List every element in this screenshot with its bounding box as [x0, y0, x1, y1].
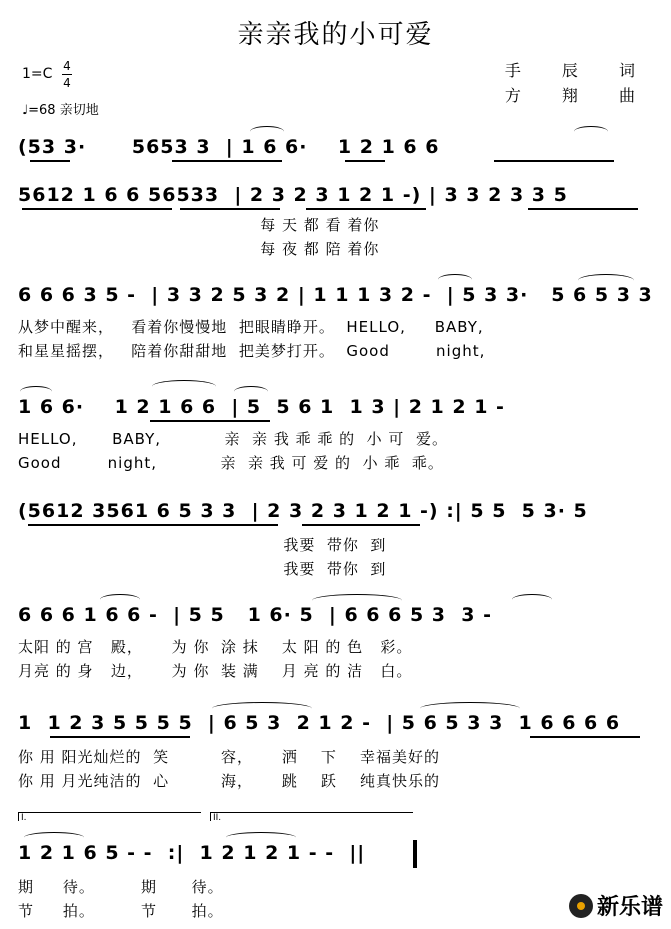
- lyrics-row-8-verse-2: 节 拍。 节 拍。: [18, 902, 224, 920]
- site-logo: [569, 890, 663, 921]
- slur: [226, 832, 296, 843]
- volta-1: I.: [18, 812, 201, 821]
- slur: [438, 274, 472, 285]
- lyrics-row-5-verse-2: 我要 带你 到: [18, 560, 387, 578]
- time-sig-bottom: 4: [63, 76, 71, 90]
- underline: [28, 524, 278, 526]
- underline: [22, 208, 172, 210]
- lyrics-row-7-verse-1: 你 用 阳光灿烂的 笑 容， 洒 下 幸福美好的: [18, 748, 440, 766]
- lyrics-row-5-verse-1: 我要 带你 到: [18, 536, 387, 554]
- underline: [306, 208, 426, 210]
- slur: [250, 126, 284, 137]
- slur: [512, 594, 552, 605]
- key-signature: 1=C: [22, 66, 53, 82]
- slur: [312, 594, 402, 607]
- slur: [574, 126, 608, 137]
- notation-row-3: 6 6 6 3 5 - | 3 3 2 5 3 2 | 1 1 1 3 2 - | 5 3 3· 5 6 5 3 3: [18, 284, 653, 306]
- lyrics-row-4-verse-1: HELLO, BABY, 亲 亲 我 乖 乖 的 小 可 爱。: [18, 430, 448, 448]
- lyrics-row-3-verse-2: 和星星摇摆， 陪着你甜甜地 把美梦打开。 Good night,: [18, 342, 486, 360]
- underline: [345, 160, 385, 162]
- underline: [180, 208, 280, 210]
- slur: [234, 386, 268, 397]
- underline: [30, 160, 70, 162]
- final-barline: [413, 840, 417, 868]
- notation-row-5: (5612 3561 6 5 3 3 | 2 3 2 3 1 2 1 -) :| 5 5 5 3· 5: [18, 500, 588, 522]
- lyrics-row-6-verse-2: 月亮 的 身 边， 为 你 装 满 月 亮 的 洁 白。: [18, 662, 413, 680]
- notation-row-7: 1 1 2 3 5 5 5 5 | 6 5 3 2 1 2 - | 5 6 5 3 3 1 6 6 6 6: [18, 712, 621, 734]
- time-sig-top: 4: [63, 59, 71, 73]
- lyrics-row-4-verse-2: Good night, 亲 亲 我 可 爱 的 小 乖 乖。: [18, 454, 444, 472]
- slur: [100, 594, 140, 605]
- lyrics-row-8-verse-1: 期 待。 期 待。: [18, 878, 224, 896]
- underline: [528, 208, 638, 210]
- lyricist-credit: 手 辰 词: [504, 61, 653, 80]
- lyrics-row-6-verse-1: 太阳 的 宫 殿， 为 你 涂 抹 太 阳 的 色 彩。: [18, 638, 413, 656]
- slur: [212, 702, 312, 715]
- record-icon: [569, 894, 593, 918]
- underline: [150, 420, 270, 422]
- slur: [24, 832, 84, 843]
- underline: [530, 736, 640, 738]
- volta-2: II.: [210, 812, 413, 821]
- logo-text: 新乐谱: [596, 895, 663, 920]
- underline: [50, 736, 190, 738]
- lyrics-row-3-verse-1: 从梦中醒来， 看着你慢慢地 把眼睛睁开。 HELLO, BABY,: [18, 318, 484, 336]
- lyrics-row-7-verse-2: 你 用 月光纯洁的 心 海， 跳 跃 纯真快乐的: [18, 772, 440, 790]
- notation-row-2: 5612 1 6 6 56533 | 2 3 2 3 1 2 1 -) | 3 3 2 3 3 5: [18, 184, 568, 206]
- song-title: 亲亲我的小可爱: [237, 20, 434, 50]
- tempo-marking: ♩=68 亲切地: [22, 103, 99, 118]
- time-signature: [62, 58, 72, 91]
- slur: [152, 380, 216, 393]
- underline: [494, 160, 614, 162]
- notation-row-6: 6 6 6 1 6 6 - | 5 5 1 6· 5 | 6 6 6 5 3 3 -: [18, 604, 492, 626]
- slur: [20, 386, 52, 397]
- underline: [172, 160, 282, 162]
- notation-row-4: 1 6 6· 1 2 1 6 6 | 5 5 6 1 1 3 | 2 1 2 1 -: [18, 396, 505, 418]
- slur: [578, 274, 634, 287]
- notation-row-1: (53 3· 5653 3 | 1 6 6· 1 2 1 6 6: [18, 136, 440, 158]
- underline: [302, 524, 420, 526]
- notation-row-8: 1 2 1 6 5 - - :| 1 2 1 2 1 - - ||: [18, 842, 366, 864]
- lyrics-row-2-verse-2: 每 夜 都 陪 着你: [18, 240, 380, 258]
- lyrics-row-2-verse-1: 每 天 都 看 着你: [18, 216, 380, 234]
- composer-credit: 方 翔 曲: [504, 86, 653, 105]
- slur: [420, 702, 520, 715]
